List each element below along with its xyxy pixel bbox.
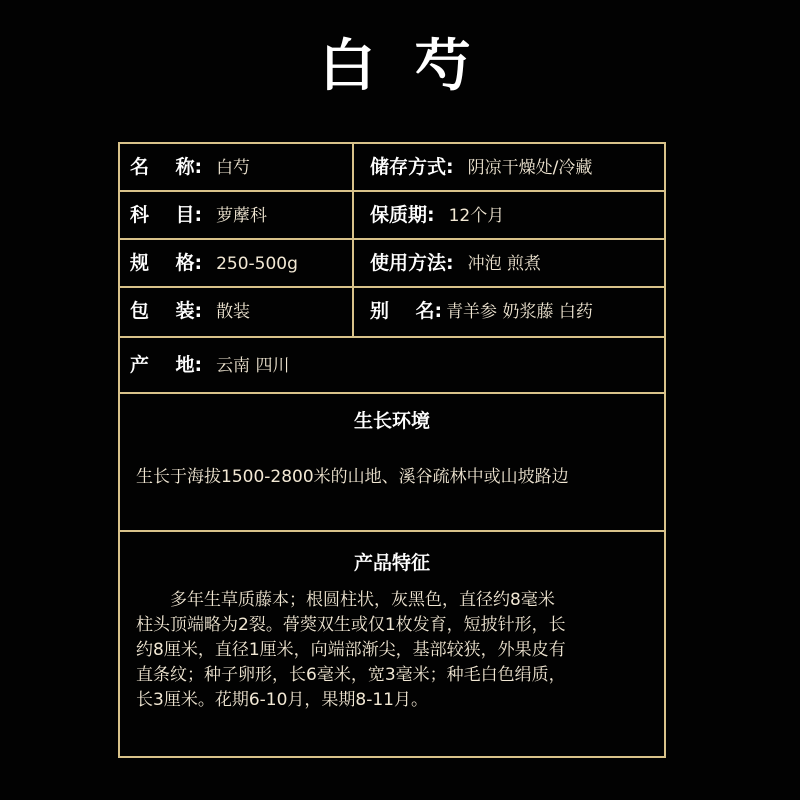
family-value: 萝藦科 [216,206,268,226]
features-line: 直条纹；种子卵形，长6毫米，宽3毫米；种毛白色绢质， [136,665,566,685]
packaging-label: 包 装: [130,300,203,322]
row-divider [120,392,664,394]
spec-label: 规 格: [130,252,203,274]
page-title: 白 芍 [319,33,481,99]
packaging-value: 散装 [216,302,251,322]
usage-value: 冲泡 煎煮 [467,254,542,274]
alias-field [370,288,593,334]
features-heading: 产品特征 [353,552,430,574]
usage-label: 使用方法: [370,252,454,274]
storage-value: 阴凉干燥处/冷藏 [467,158,593,178]
features-line: 长3厘米。花期6-10月，果期8-11月。 [136,690,428,710]
row-divider [120,530,664,532]
features-description [136,588,648,713]
usage-field [370,240,541,286]
features-line: 约8厘米，直径1厘米，向端部渐尖，基部较狭，外果皮有 [136,640,566,660]
family-field [130,192,267,238]
name-label: 名 称: [130,156,203,178]
storage-label: 储存方式: [370,156,454,178]
origin-field [130,342,289,388]
features-line: 多年生草质藤本；根圆柱状，灰黑色，直径约8毫米 [170,590,555,610]
environment-text: 生长于海拔1500-2800米的山地、溪谷疏林中或山坡路边 [136,467,569,487]
column-divider [352,144,354,338]
alias-label: 别 名: [370,300,443,322]
shelf-life-label: 保质期: [370,204,435,226]
storage-field [370,144,592,190]
shelf-life-field [370,192,504,238]
shelf-life-value: 12个月 [448,206,505,226]
product-info-table [118,142,666,758]
origin-value: 云南 四川 [216,356,290,376]
family-label: 科 目: [130,204,203,226]
row-divider [120,336,664,338]
spec-field [130,240,298,286]
features-line: 柱头顶端略为2裂。蓇葖双生或仅1枚发育，短披针形，长 [136,615,566,635]
name-field [130,144,250,190]
spec-value: 250-500g [216,254,298,274]
environment-heading: 生长环境 [353,410,430,432]
origin-label: 产 地: [130,354,203,376]
packaging-field [130,288,250,334]
name-value: 白芍 [216,158,251,178]
alias-value: 青羊参 奶浆藤 白药 [446,302,593,322]
